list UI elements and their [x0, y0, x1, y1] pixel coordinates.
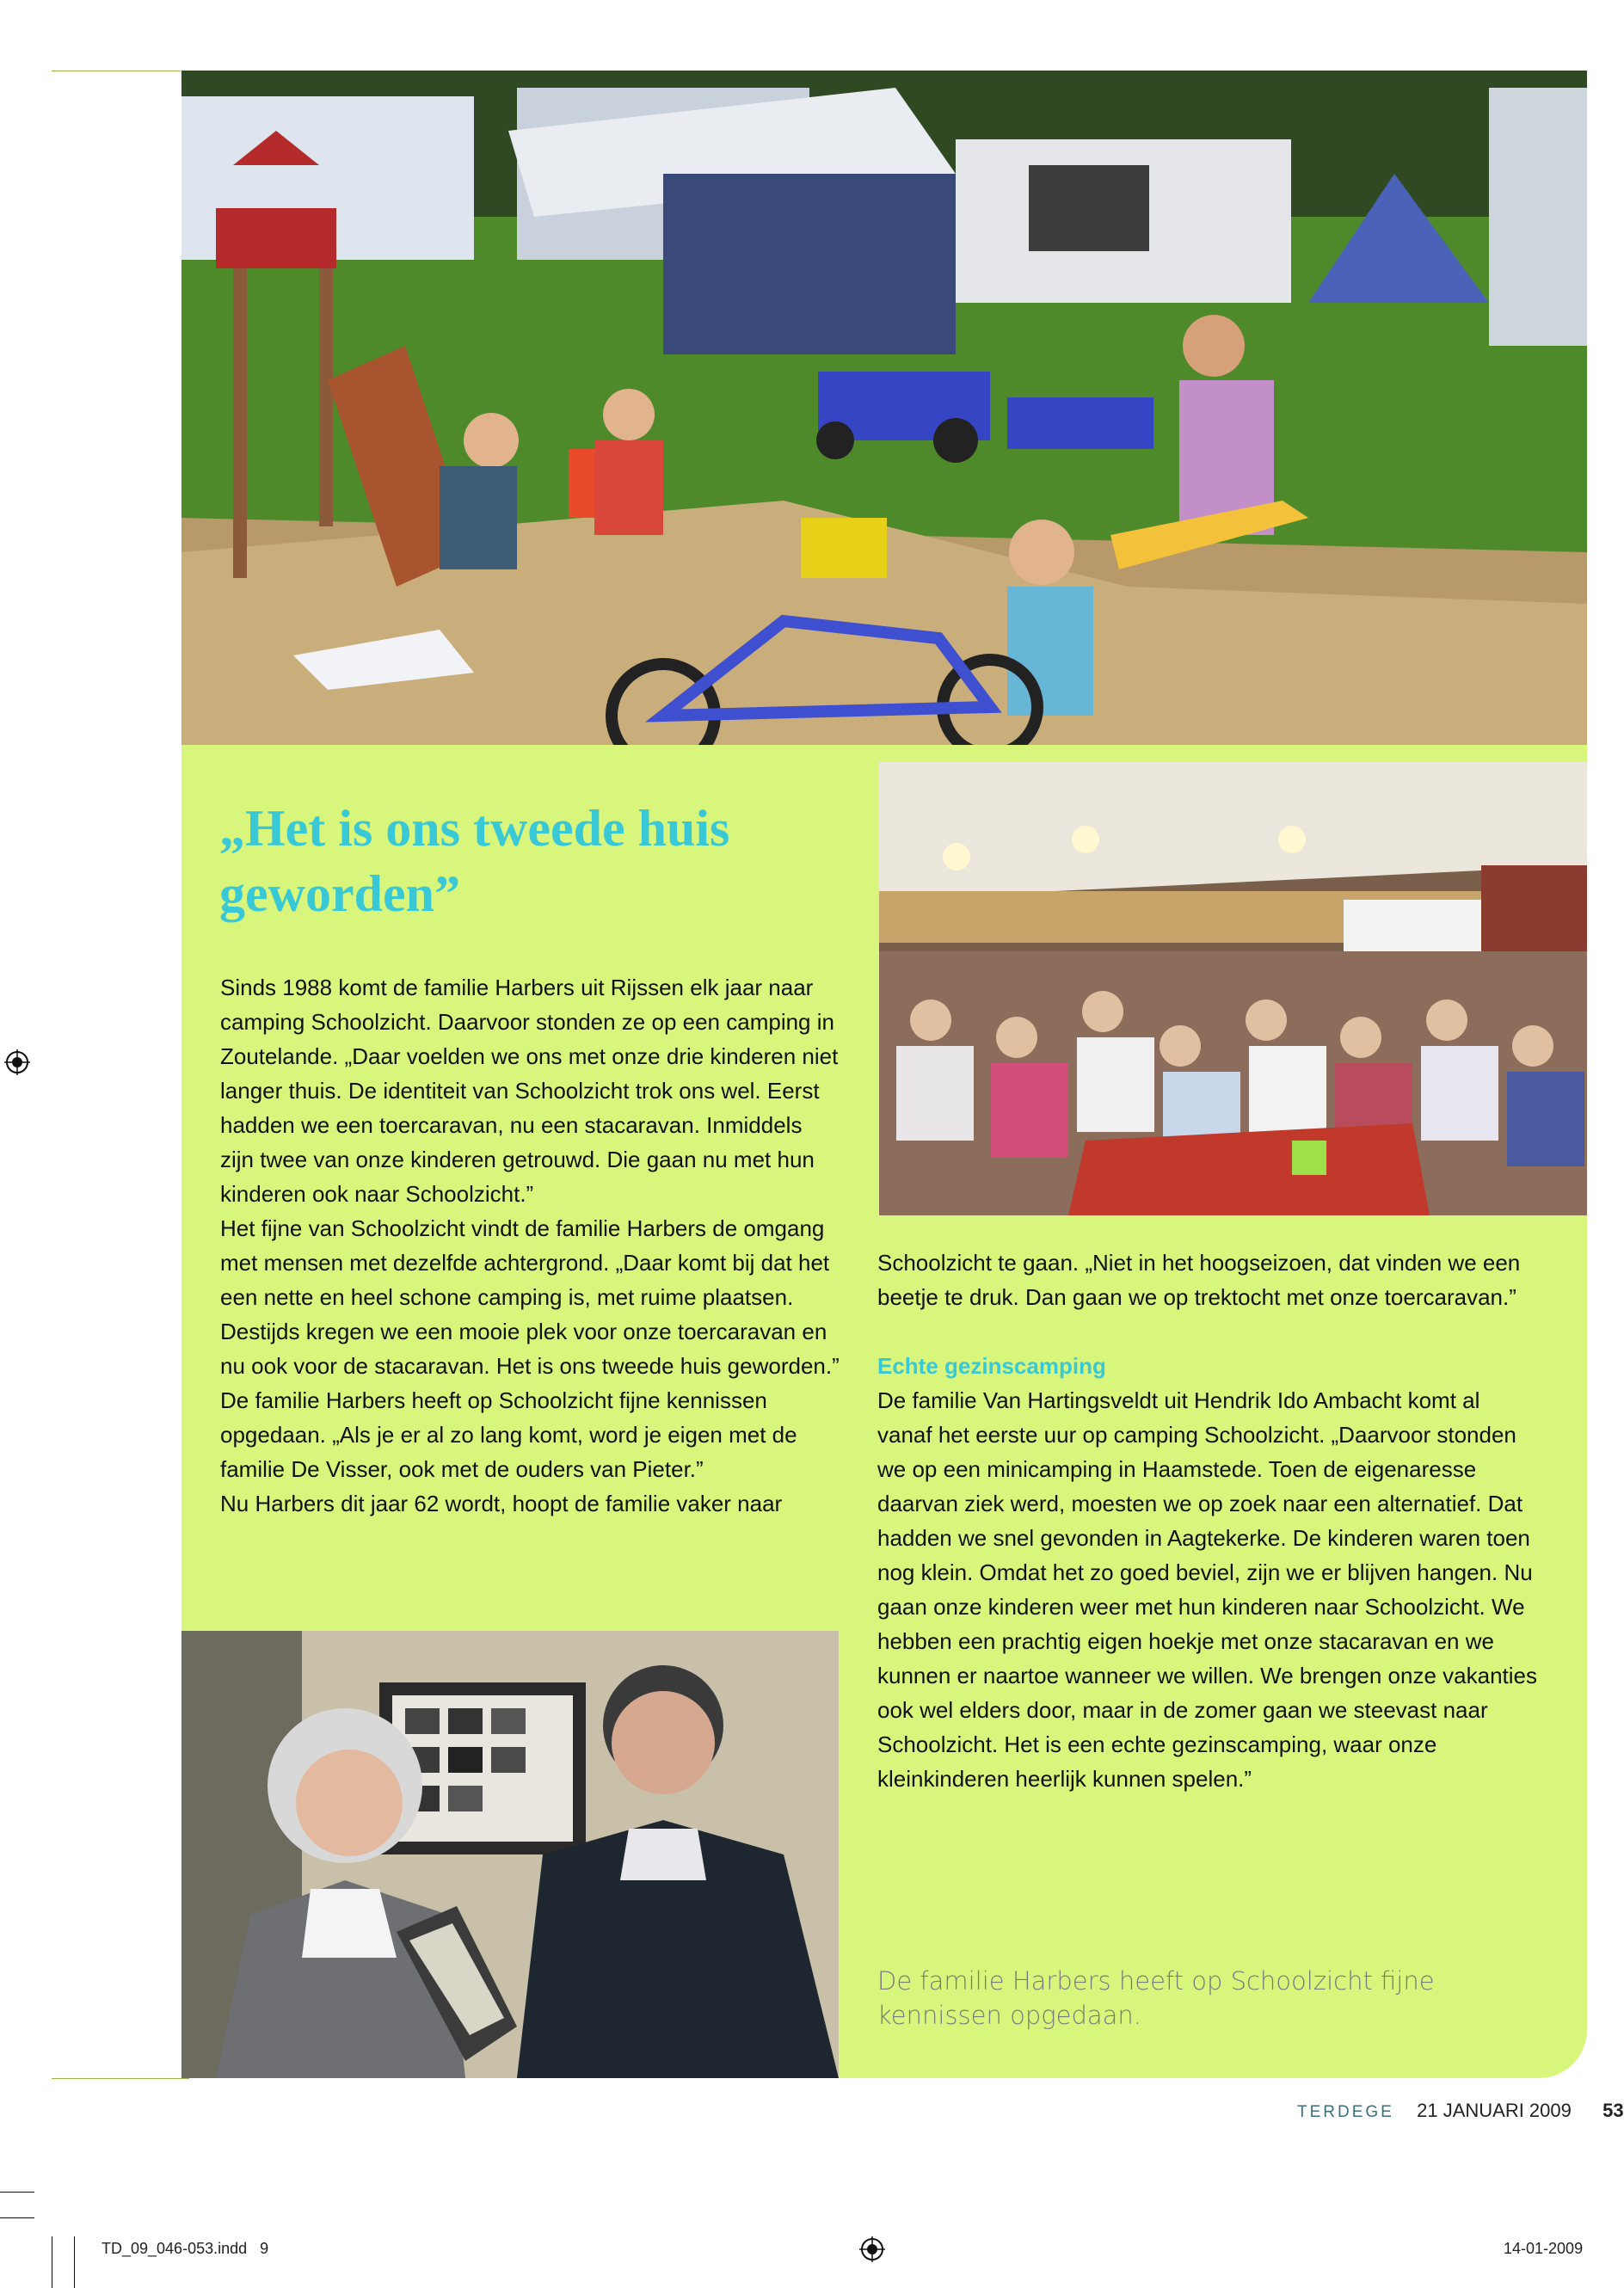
dining-hall-photo [879, 762, 1587, 1215]
page-footer [1297, 2100, 1624, 2122]
issue-date: 21 JANUARI 2009 [1417, 2100, 1572, 2121]
paragraph: De familie Harbers heeft op Schoolzicht fijne kennissen opgedaan. „Als je er al zo lang komt, word je eigen met de familie De Visser, ook met de ouders van Pieter.” [220, 1387, 797, 1482]
harbers-couple-photo [181, 1631, 839, 2078]
registration-mark-bottom [859, 2236, 885, 2262]
slug-filename: TD_09_046-053.indd 9 [102, 2240, 269, 2257]
right-column [877, 1245, 1540, 1796]
magazine-name: TERDEGE [1297, 2103, 1394, 2121]
bottom-rule [52, 2078, 189, 2079]
page-number: 53 [1602, 2100, 1624, 2121]
article-headline: „Het is ons tweede huis geworden” [219, 800, 730, 922]
paragraph: Sinds 1988 komt de familie Harbers uit Rijssen elk jaar naar camping Schoolzicht. Daarvoor stonden ze op een camping in Zoutelande. „Daar voelden we ons met onze drie kinderen niet langer thuis. De identiteit van Schoolzicht trok ons wel. Eerst hadden we een toercaravan, nu een stacaravan. Inmiddels zijn twee van onze kinderen getrouwd. Die gaan nu met hun kinderen ook naar Schoolzicht.” [220, 975, 839, 1207]
paragraph: Nu Harbers dit jaar 62 wordt, hoopt de familie vaker naar [220, 1491, 783, 1516]
slug-date: 14-01-2009 [1504, 2240, 1584, 2257]
paragraph: Schoolzicht te gaan. „Niet in het hoogseizoen, dat vinden we een beetje te druk. Dan gaan we op trektocht met onze toercaravan.” [877, 1250, 1521, 1310]
paragraph: De familie Van Hartingsveldt uit Hendrik Ido Ambacht komt al vanaf het eerste uur op camping Schoolzicht. „Daarvoor stonden we op een minicamping in Haamstede. Toen de eigenaresse daarvan ziek werd, moesten we op zoek naar een alternatief. Dat hadden we snel gevonden in Aagtekerke. De kinderen waren toen nog klein. Omdat het zo goed beviel, zijn we er blijven hangen. Nu gaan onze kinderen weer met hun kinderen naar Schoolzicht. We hebben een prachtig eigen hoekje met onze stacaravan en we kunnen er naartoe wanneer we willen. We brengen onze vakanties ook wel elders door, maar in de zomer gaan we steevast naar Schoolzicht. Het is een echte gezinscamping, waar onze kleinkinderen heerlijk kunnen spelen.” [877, 1387, 1537, 1792]
crop-mark [74, 2236, 75, 2288]
campsite-playground-photo [181, 71, 1587, 745]
crop-mark [0, 2192, 34, 2193]
registration-mark-left [4, 1049, 30, 1075]
paragraph: Het fijne van Schoolzicht vindt de familie Harbers de omgang met mensen met dezelfde achtergrond. „Daar komt bij dat het een nette en heel schone camping is, met ruime plaatsen. Destijds kregen we een mooie plek voor onze toercaravan en nu ook voor de stacaravan. Het is ons tweede huis geworden.” [220, 1215, 840, 1379]
left-column [220, 970, 840, 1521]
crop-mark [0, 2217, 34, 2218]
spacer [877, 1314, 1540, 1349]
section-subheading: Echte gezinscamping [877, 1353, 1106, 1379]
photo-caption: De familie Harbers heeft op Schoolzicht fijne kennissen opgedaan. [877, 1966, 1435, 2030]
